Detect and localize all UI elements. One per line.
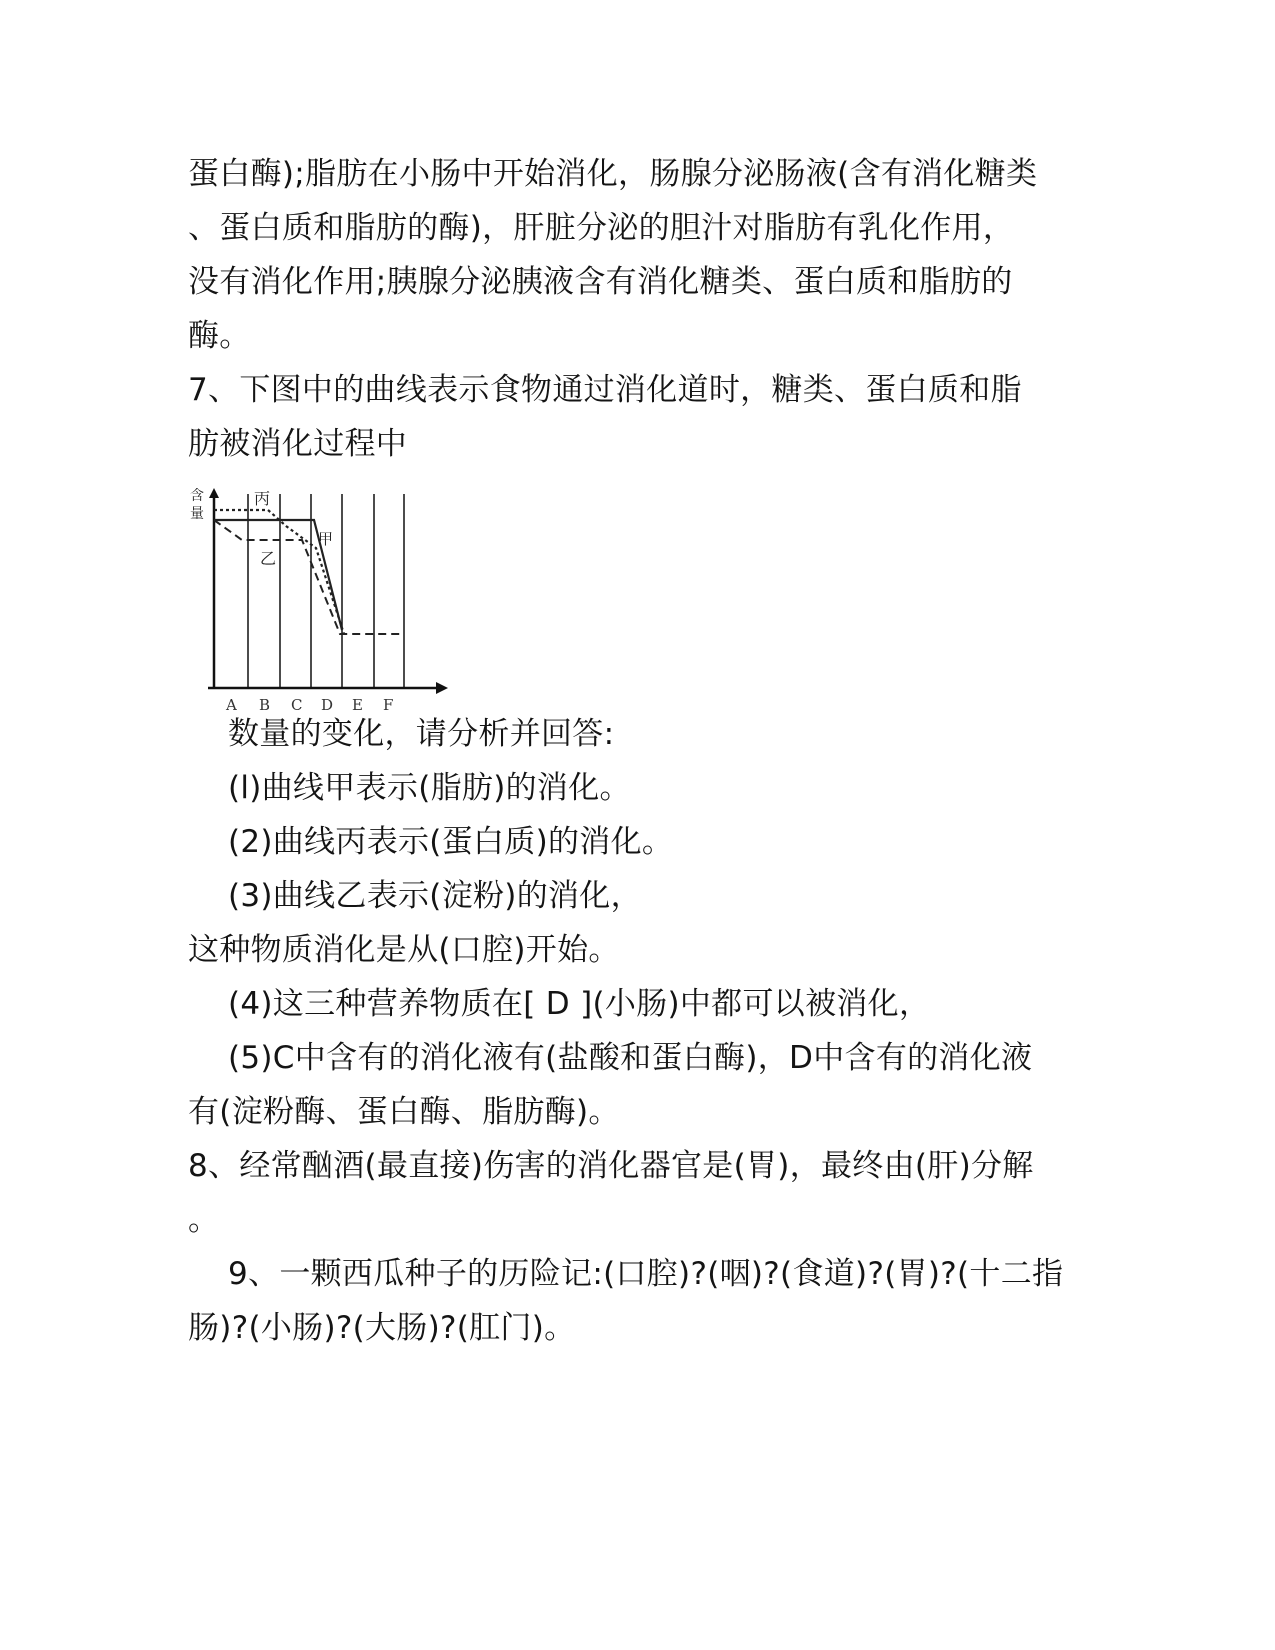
question-7-line: 7、下图中的曲线表示食物通过消化道时，糖类、蛋白质和脂	[188, 372, 1022, 408]
curve-label-bing: 丙	[254, 489, 271, 508]
answer-line: (2)曲线丙表示(蛋白质)的消化。	[228, 824, 674, 860]
paragraph-line: 、蛋白质和脂肪的酶)，肝脏分泌的胆汁对脂肪有乳化作用，	[188, 210, 1015, 246]
answer-line: 有(淀粉酶、蛋白酶、脂肪酶)。	[188, 1094, 620, 1130]
question-8-line: 。	[188, 1202, 220, 1238]
x-tick-label: B	[259, 696, 271, 714]
answer-line: (3)曲线乙表示(淀粉)的消化，	[228, 878, 642, 914]
paragraph-line: 没有消化作用;胰腺分泌胰液含有消化糖类、蛋白质和脂肪的	[188, 264, 1013, 300]
question-9-line: 肠)?(小肠)?(大肠)?(肛门)。	[188, 1310, 576, 1346]
x-tick-label: E	[352, 696, 363, 714]
digestion-curve-figure	[190, 488, 468, 738]
question-7-line: 肪被消化过程中	[188, 426, 408, 462]
curve-bing	[214, 510, 344, 634]
y-axis-label: 含	[190, 488, 204, 504]
answer-line: 这种物质消化是从(口腔)开始。	[188, 932, 620, 968]
x-tick-label: D	[321, 696, 334, 714]
question-8-line: 8、经常酗酒(最直接)伤害的消化器官是(胃)，最终由(肝)分解	[188, 1148, 1034, 1184]
curve-yi	[214, 520, 404, 634]
y-axis-arrow	[209, 488, 219, 498]
x-tick-label: C	[291, 696, 303, 714]
answer-line: (4)这三种营养物质在[ D ](小肠)中都可以被消化，	[228, 986, 931, 1022]
curve-label-jia: 甲	[318, 530, 334, 548]
x-tick-label: F	[383, 696, 394, 714]
answer-line: (l)曲线甲表示(脂肪)的消化。	[228, 770, 631, 806]
paragraph-line: 酶。	[188, 318, 251, 354]
paragraph-line: 蛋白酶);脂肪在小肠中开始消化，肠腺分泌肠液(含有消化糖类	[188, 156, 1038, 192]
curve-label-yi: 乙	[260, 549, 277, 568]
question-9-line: 9、一颗西瓜种子的历险记:(口腔)?(咽)?(食道)?(胃)?(十二指	[228, 1256, 1064, 1292]
question-7-line: 数量的变化，请分析并回答:	[228, 716, 615, 752]
answer-line: (5)C中含有的消化液有(盐酸和蛋白酶)，D中含有的消化液	[228, 1040, 1033, 1076]
x-axis-arrow	[436, 682, 448, 694]
x-tick-label: A	[226, 696, 237, 714]
y-axis-label: 量	[190, 506, 204, 522]
